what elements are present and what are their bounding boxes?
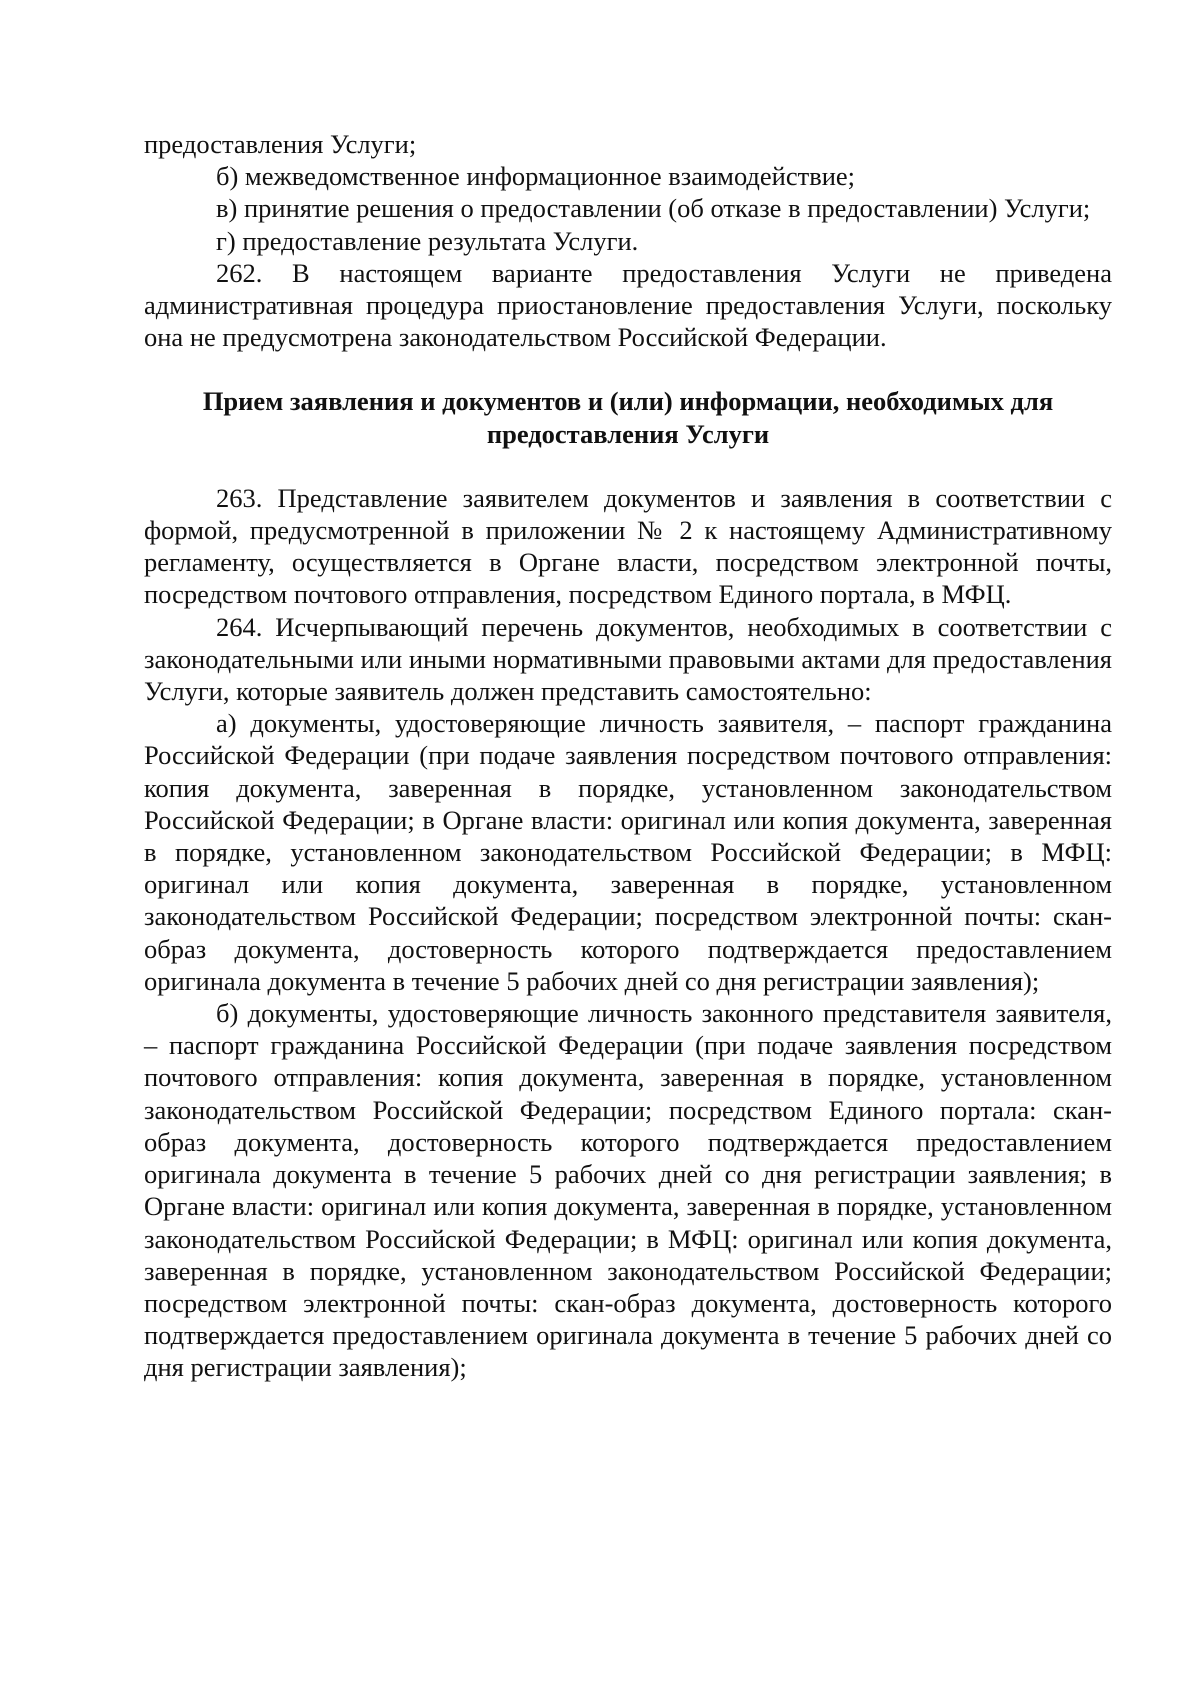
paragraph-264: 264. Исчерпывающий перечень документов, необходимых в соответствии с законодательными или иными нормативными правовыми актами для предоставления Услуги, которые заявитель должен представить самостоятельно: (144, 611, 1112, 707)
document-page (144, 128, 1112, 1384)
paragraph-item-v: в) принятие решения о предоставлении (об отказе в предоставлении) Услуги; (216, 193, 1091, 224)
paragraph-262: 262. В настоящем варианте предоставления Услуги не приведена административная процедура приостановление предоставления Услуги, поскольку она не предусмотрена законодательством Российской Федерации. (144, 257, 1112, 353)
paragraph-item-b: б) межведомственное информационное взаимодействие; (216, 161, 856, 192)
paragraph-264-a: а) документы, удостоверяющие личность заявителя, – паспорт гражданина Российской Федерации (при подаче заявления посредством почтового отправления: копия документа, заверенная в порядке, установленном законодательством Российской Федерации; в Органе власти: оригинал или копия документа, заверенная в порядке, установленном законодательством Российской Федерации; в МФЦ: оригинал или копия документа, заверенная в порядке, установленном законодательством Российской Федерации; посредством электронной почты: скан-образ документа, достоверность которого подтверждается предоставлением оригинала документа в течение 5 рабочих дней со дня регистрации заявления); (144, 708, 1112, 996)
paragraph-item-g: г) предоставление результата Услуги. (216, 225, 639, 256)
paragraph-264-b: б) документы, удостоверяющие личность законного представителя заявителя, – паспорт гражданина Российской Федерации (при подаче заявления посредством почтового отправления: копия документа, заверенная в порядке, установленном законодательством Российской Федерации; посредством Единого портала: скан-образ документа, достоверность которого подтверждается предоставлением оригинала документа в течение 5 рабочих дней со дня регистрации заявления; в Органе власти: оригинал или копия документа, заверенная в порядке, установленном законодательством Российской Федерации; в МФЦ: оригинал или копия документа, заверенная в порядке, установленном законодательством Российской Федерации; посредством электронной почты: скан-образ документа, достоверность которого подтверждается предоставлением оригинала документа в течение 5 рабочих дней со дня регистрации заявления); (144, 998, 1112, 1383)
section-heading: Прием заявления и документов и (или) информации, необходимых для предоставления Услуги (202, 386, 1054, 449)
paragraph-263: 263. Представление заявителем документов и заявления в соответствии с формой, предусмотренной в приложении № 2 к настоящему Административному регламенту, осуществляется в Органе власти, посредством электронной почты, посредством почтового отправления, посредством Единого портала, в МФЦ. (144, 482, 1112, 610)
paragraph-continuation: предоставления Услуги; (144, 129, 417, 159)
